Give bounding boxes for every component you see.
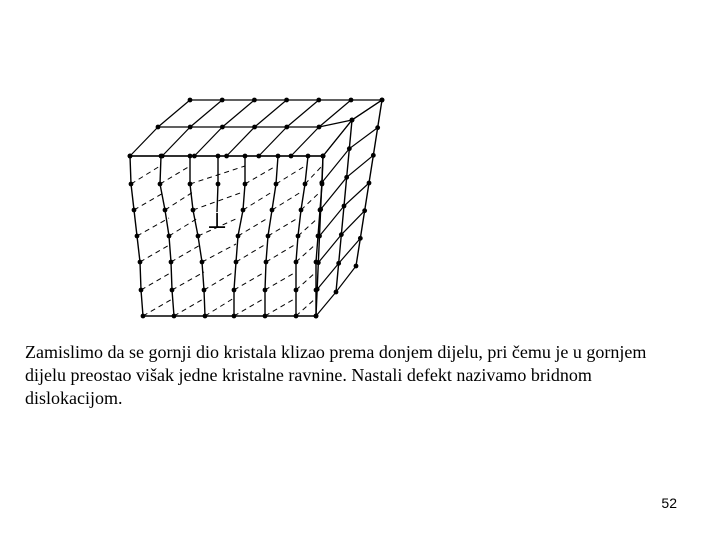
lattice-atom xyxy=(252,125,257,130)
lattice-atom xyxy=(188,125,193,130)
page-number: 52 xyxy=(661,495,677,511)
lattice-atom xyxy=(362,208,367,213)
front-dashed-bond xyxy=(137,218,169,236)
lattice-atom xyxy=(234,260,239,265)
right-face-row xyxy=(323,100,382,156)
lattice-atom xyxy=(314,314,319,319)
lattice-atom xyxy=(216,154,221,159)
lattice-atom xyxy=(299,208,304,213)
lattice-atom xyxy=(270,208,275,213)
front-dashed-bond xyxy=(131,166,160,184)
lattice-atom xyxy=(294,260,299,265)
front-dashed-bond xyxy=(205,298,234,316)
front-dashed-bond xyxy=(265,298,296,316)
lattice-atom xyxy=(203,314,208,319)
front-dashed-bond xyxy=(202,244,236,262)
front-dashed-bond xyxy=(171,244,202,262)
lattice-atom xyxy=(202,288,207,293)
front-dashed-bond xyxy=(165,192,193,210)
lattice-atom xyxy=(274,182,279,187)
dislocation-symbol: ⊥ xyxy=(206,209,228,234)
lattice-atom xyxy=(191,208,196,213)
lattice-atom xyxy=(216,182,221,187)
lattice-atom xyxy=(276,154,281,159)
lattice-atom xyxy=(156,125,161,130)
lattice-atom xyxy=(132,208,137,213)
lattice-atom xyxy=(188,154,193,159)
front-dashed-bond xyxy=(296,244,316,262)
front-dashed-bond xyxy=(296,298,316,316)
front-dashed-bond xyxy=(243,192,272,210)
front-dashed-bond xyxy=(140,244,171,262)
front-dashed-bond xyxy=(265,272,296,290)
lattice-atom xyxy=(347,146,352,151)
lattice-atom xyxy=(232,288,237,293)
lattice-atom xyxy=(317,234,322,239)
lattice-atom xyxy=(321,154,326,159)
lattice-atom xyxy=(236,234,241,239)
lattice-atom xyxy=(354,264,359,269)
lattice-atom xyxy=(317,125,322,130)
front-dashed-bond xyxy=(234,298,265,316)
front-dashed-bond xyxy=(305,166,322,184)
front-dashed-bond xyxy=(160,166,190,184)
lattice-atom xyxy=(334,290,339,295)
lattice-atom xyxy=(294,288,299,293)
lattice-atom xyxy=(220,98,225,103)
lattice-atom xyxy=(306,154,311,159)
front-dashed-bond xyxy=(134,192,165,210)
lattice-atom xyxy=(318,207,323,212)
lattice-atom xyxy=(256,154,261,159)
lattice-atom xyxy=(284,98,289,103)
lattice-atom xyxy=(263,314,268,319)
lattice-atom xyxy=(342,204,347,209)
lattice-atom xyxy=(336,261,341,266)
lattice-atom xyxy=(167,234,172,239)
lattice-atom xyxy=(129,182,134,187)
lattice-atom xyxy=(192,154,197,159)
front-dashed-bond xyxy=(245,166,276,184)
front-dashed-bond xyxy=(169,218,198,236)
lattice-atom xyxy=(232,314,237,319)
lattice-atom xyxy=(188,182,193,187)
lattice-atom xyxy=(315,287,320,292)
lattice-atom xyxy=(224,154,229,159)
lattice-atom xyxy=(196,234,201,239)
front-dashed-bond xyxy=(172,272,204,290)
front-dashed-bond xyxy=(266,244,296,262)
lattice-atom xyxy=(172,314,177,319)
right-face-row xyxy=(321,155,374,209)
top-face-column xyxy=(323,100,382,156)
lattice-atom xyxy=(141,314,146,319)
lattice-atom xyxy=(319,180,324,185)
lattice-atom xyxy=(380,98,385,103)
lattice-atom xyxy=(135,234,140,239)
crystal-lattice xyxy=(128,98,385,319)
lattice-atom xyxy=(294,314,299,319)
lattice-atom xyxy=(303,182,308,187)
lattice-atom xyxy=(170,288,175,293)
lattice-atom xyxy=(163,208,168,213)
lattice-atom xyxy=(264,260,269,265)
front-dashed-bond xyxy=(204,272,234,290)
caption-text: Zamislimo da se gornji dio kristala klizao prema donjem dijelu, pri čemu je u gornjem dijelu preostao višak jedne kristalne ravnine. Nastali defekt nazivamo bridnom dislokacijom. xyxy=(25,342,647,408)
lattice-atom xyxy=(349,98,354,103)
lattice-atom xyxy=(344,175,349,180)
lattice-atom xyxy=(243,154,248,159)
front-dashed-bond xyxy=(234,272,265,290)
lattice-atom xyxy=(266,234,271,239)
lattice-atom xyxy=(358,236,363,241)
lattice-atom xyxy=(350,118,355,123)
lattice-atom xyxy=(289,154,294,159)
lattice-atom xyxy=(241,208,246,213)
front-dashed-bond xyxy=(141,272,172,290)
front-dashed-bond xyxy=(143,298,174,316)
lattice-atom xyxy=(367,181,372,186)
front-dashed-bond xyxy=(296,272,316,290)
front-dashed-bond xyxy=(236,244,266,262)
lattice-atom xyxy=(316,98,321,103)
front-dashed-bond xyxy=(276,166,305,184)
lattice-atom xyxy=(128,154,133,159)
lattice-atom xyxy=(284,125,289,130)
lattice-atom xyxy=(375,125,380,130)
lattice-atom xyxy=(243,182,248,187)
lattice-atom xyxy=(159,154,164,159)
lattice-atom xyxy=(263,288,268,293)
lattice-atom xyxy=(169,260,174,265)
front-dashed-bond xyxy=(174,298,205,316)
lattice-atom xyxy=(339,232,344,237)
lattice-atom xyxy=(220,125,225,130)
front-dashed-bond xyxy=(298,218,318,236)
front-dashed-bond xyxy=(268,218,298,236)
front-dashed-bond xyxy=(238,218,268,236)
lattice-atom xyxy=(296,234,301,239)
lattice-atom xyxy=(252,98,257,103)
lattice-atom xyxy=(316,260,321,265)
front-dashed-bond xyxy=(272,192,301,210)
lattice-atom xyxy=(138,260,143,265)
lattice-atom xyxy=(188,98,193,103)
lattice-atom xyxy=(200,260,205,265)
lattice-atom xyxy=(371,153,376,158)
lattice-atom xyxy=(139,288,144,293)
lattice-atom xyxy=(158,182,163,187)
